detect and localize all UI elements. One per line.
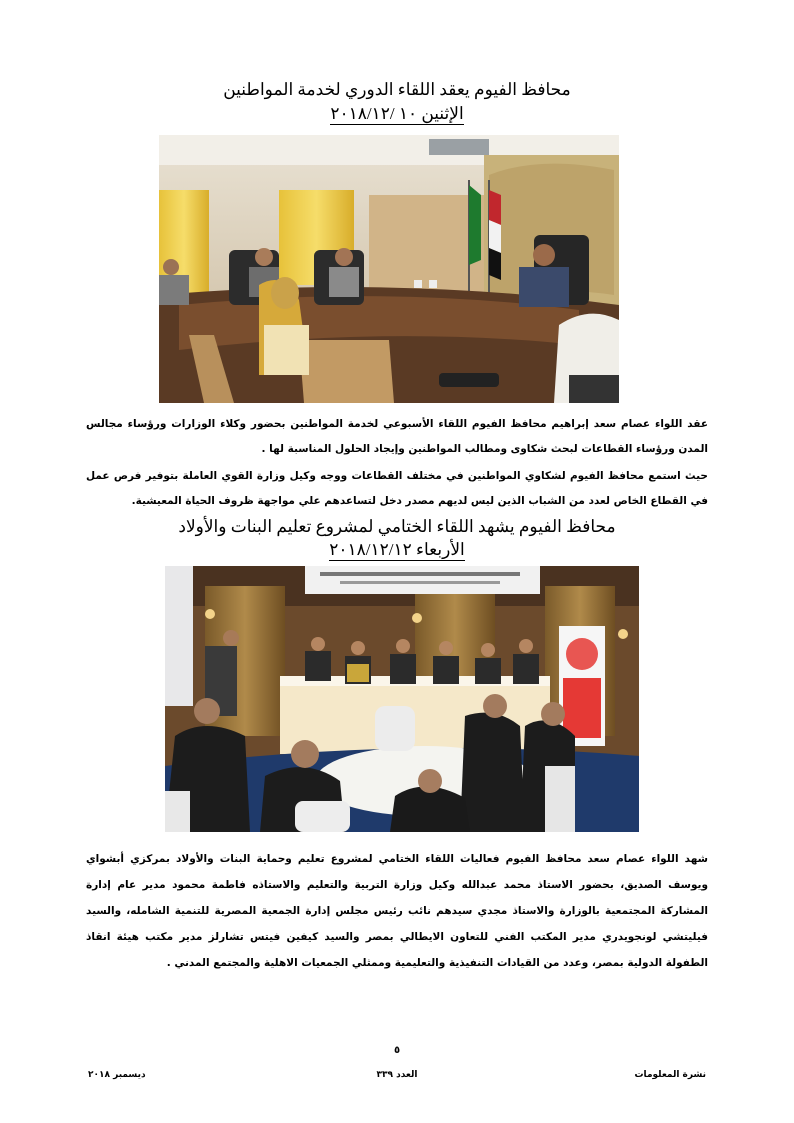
- article1-date-text: الإثنين ١٠ /٢٠١٨/١٢: [330, 104, 464, 123]
- article1-headline: محافظ الفيوم يعقد اللقاء الدوري لخدمة المواطنين: [223, 80, 571, 99]
- article2-photo: [165, 566, 639, 832]
- footer-bulletin-name: نشرة المعلومات: [634, 1070, 706, 1080]
- article2-date-text: الأربعاء ٢٠١٨/١٢/١٢: [329, 540, 465, 559]
- article2-date: [150, 540, 644, 560]
- article2-paragraph: شهد اللواء عصام سعد محافظ الفيوم فعاليات اللقاء الختامي لمشروع تعليم وحماية البنات والأولاد بمركزي أبشواي ويوسف الصديق، بحضور الاستاذ محمد عبدالله وكيل وزارة التربية والتعليم والاستاذه فاطمة محمود مدير عام إدارة المشاركة المجتمعية بالوزارة والاستاذ مجدي سيدهم نائب رئيس مجلس إدارة الجمعية المصرية للتنمية الشامله، والسيد فيليتشي لونجويدري مدير المكتب الفني للتعاون الايطالي بمصر والسيد كيفين فيتس تشارلز مدير مكتب هيئة انقاذ الطفولة الدولية بمصر، وعدد من القيادات التنفيذية والتعليمية وممثلي الجمعيات الاهلية والمجتمع المدني .: [86, 853, 708, 969]
- footer-issue-number: العدد ٣٣٩: [376, 1070, 418, 1080]
- article1-date: [150, 104, 644, 124]
- meeting-photo-illustration: [159, 135, 619, 403]
- conference-photo-illustration: [165, 566, 639, 832]
- article1-paragraph-2: حيث استمع محافظ الفيوم لشكاوي المواطنين في مختلف القطاعات ووجه وكيل وزارة القوي العاملة بتوفير فرص عمل في القطاع الخاص لعدد من الشباب الذين ليس لديهم مصدر دخل لتساعدهم علي مواجهة ظروف الحياة المعيشية.: [86, 470, 708, 507]
- article1-paragraph-1: عقد اللواء عصام سعد إبراهيم محافظ الفيوم اللقاء الأسبوعي لخدمة المواطنين بحضور وكلاء الوزارات ورؤساء مجالس المدن ورؤساء القطاعات لبحث شكاوى ومطالب المواطنين وإيجاد الحلول المناسبة لها .: [86, 418, 708, 455]
- page-number: ٥: [393, 1045, 401, 1056]
- article1-photo: [159, 135, 619, 403]
- article2-headline: محافظ الفيوم يشهد اللقاء الختامي لمشروع تعليم البنات والأولاد: [178, 517, 616, 536]
- footer-month: ديسمبر ٢٠١٨: [88, 1070, 146, 1080]
